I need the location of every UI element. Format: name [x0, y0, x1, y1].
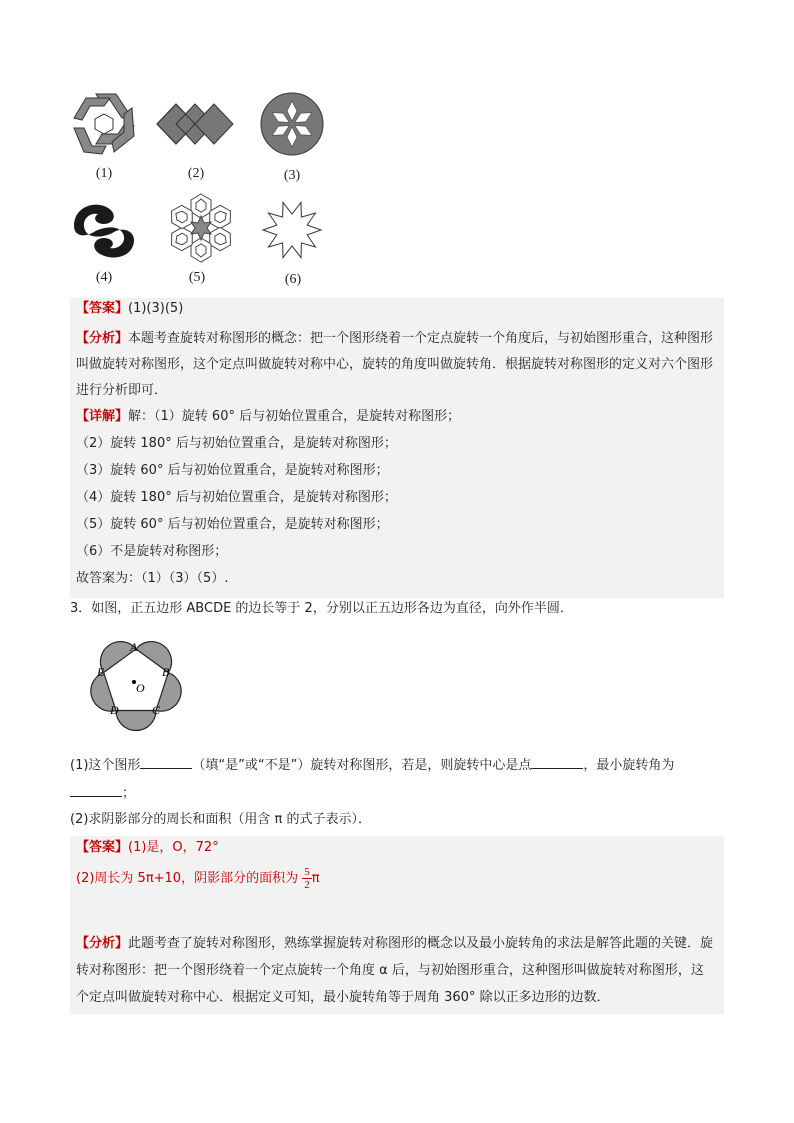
q3-answer-tag: 【答案】 [76, 840, 129, 855]
answer-line-q2 [76, 299, 183, 319]
blank-2[interactable] [531, 756, 583, 769]
detail-line-2: （2）旋转 180° 后与初始位置重合，是旋转对称图形； [76, 436, 397, 451]
vertex-label-A: A [130, 640, 138, 654]
vertex-label-E: E [97, 665, 105, 679]
blank-1[interactable] [140, 756, 192, 769]
q3-answer-line-1 [76, 838, 219, 858]
part1-end: ； [122, 786, 136, 801]
detail-line-7: 故答案为：（1）（3）（5）. [76, 571, 229, 586]
figure-4-swirl [74, 205, 134, 258]
vertex-label-C: C [152, 703, 161, 717]
figure-1-knot [74, 94, 134, 154]
q3-part1-cont [70, 784, 135, 804]
center-label-O: O [136, 681, 145, 695]
part1-text-c: ，最小旋转角为 [583, 758, 675, 773]
fraction-5-over-2 [302, 866, 312, 891]
part1-text-b: （填“是”或“不是”）旋转对称图形，若是，则旋转中心是点 [192, 758, 532, 773]
q3-stem: 3．如图，正五边形 ABCDE 的边长等于 2，分别以正五边形各边为直径，向外作半圆． [70, 601, 573, 616]
detail-line-3: （3）旋转 60° 后与初始位置重合，是旋转对称图形； [76, 463, 389, 478]
figure-6-flower [263, 202, 321, 257]
detail-line-6: （6）不是旋转对称图形； [76, 544, 228, 559]
figure-label-1: (1) [95, 166, 113, 181]
answer-tag: 【答案】 [76, 301, 129, 316]
vertex-label-D: D [110, 703, 119, 717]
fraction-numerator: 5 [304, 866, 310, 878]
detail-line-5: （5）旋转 60° 后与初始位置重合，是旋转对称图形； [76, 517, 389, 532]
answer-text: (1)(3)(5) [128, 301, 184, 316]
figure-label-6: (6) [284, 272, 302, 287]
figure-5-hexagon-star [167, 194, 236, 262]
figures-group [70, 92, 360, 292]
figure-3-flower-circle [261, 93, 323, 155]
detail-text-1: 解：（1）旋转 60° 后与初始位置重合，是旋转对称图形； [128, 409, 461, 424]
figure-2-diamonds [157, 104, 233, 144]
q3-part1 [70, 756, 674, 776]
figure-label-4: (4) [95, 270, 113, 285]
q3-analysis-text: 此题考查了旋转对称图形，熟练掌握旋转对称图形的概念以及最小旋转角的求法是解答此题的关键．旋转对称图形：把一个图形绕着一个定点旋转一个角度 α 后，与初始图形重合，这种图形叫做旋转对称图形，这个定点叫做旋转对称中心．根据定义可知，最小旋转角等于周角 360° 除以正多边形的边数． [76, 936, 714, 1005]
blank-3[interactable] [70, 784, 122, 797]
detail-tag: 【详解】 [76, 409, 129, 424]
detail-line-4: （4）旋转 180° 后与初始位置重合，是旋转对称图形； [76, 490, 397, 505]
fraction-denominator: 2 [304, 879, 310, 891]
q3-analysis-tag: 【分析】 [76, 936, 129, 951]
vertex-label-B: B [162, 665, 170, 679]
q3-analysis-paragraph [76, 930, 716, 1011]
figure-label-5: (5) [188, 270, 206, 285]
detail-line-1 [76, 407, 460, 427]
q3-part2: (2)求阴影部分的周长和面积（用含 π 的式子表示）． [70, 812, 372, 827]
q3-answer-2-suffix: π [311, 871, 320, 886]
q3-pentagon-figure [70, 626, 210, 748]
part1-text-a: (1)这个图形 [70, 758, 141, 773]
q3-answer-line-2 [76, 866, 320, 891]
analysis-paragraph-q2 [76, 326, 716, 404]
q3-answer-2-prefix: (2)周长为 5π+10，阴影部分的面积为 [76, 871, 299, 886]
figure-label-2: (2) [187, 166, 205, 181]
analysis-text: 本题考查旋转对称图形的概念：把一个图形绕着一个定点旋转一个角度后，与初始图形重合，这种图形叫做旋转对称图形，这个定点叫做旋转对称中心，旋转的角度叫做旋转角．根据旋转对称图形的定义对六个图形进行分析即可． [76, 331, 714, 398]
figure-label-3: (3) [283, 168, 301, 183]
q3-answer-1: (1)是，O，72° [128, 840, 219, 855]
analysis-tag: 【分析】 [76, 331, 129, 346]
